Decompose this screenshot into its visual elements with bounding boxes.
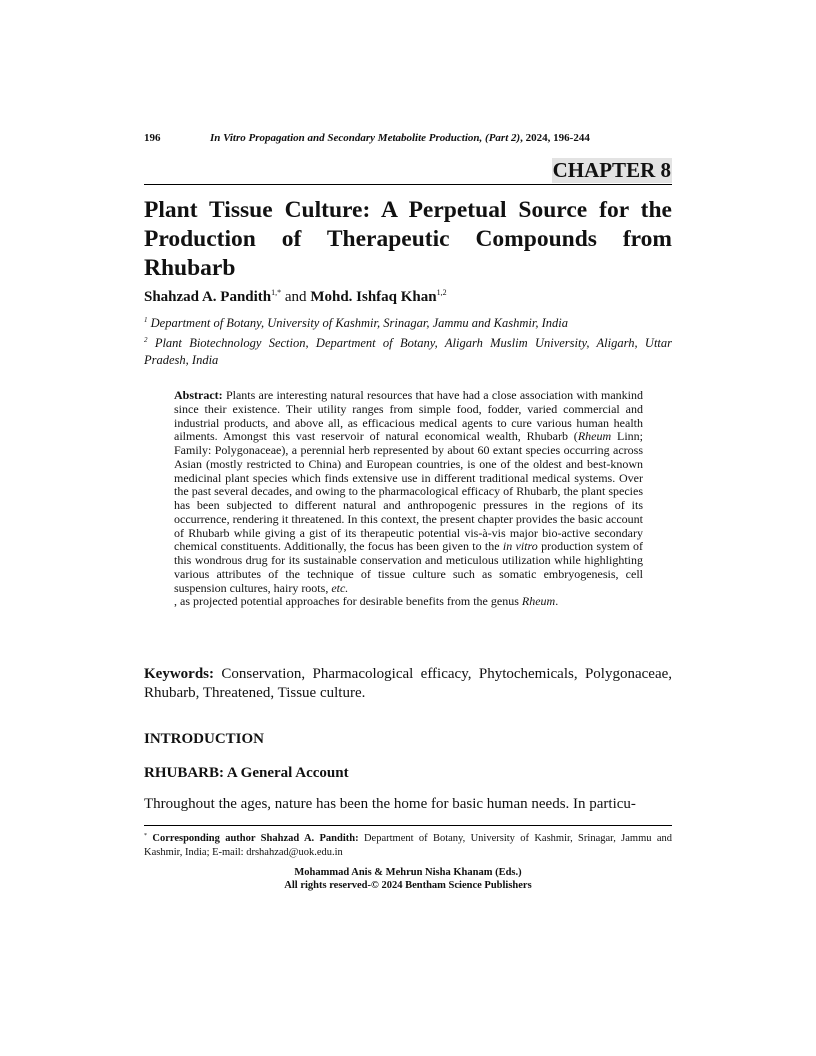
body-paragraph: Throughout the ages, nature has been the home for basic human needs. In particu- [144,796,636,812]
abstract [174,389,643,609]
affiliation [144,312,672,332]
author-affiliation-mark: 1,* [271,288,282,297]
page-number: 196 [144,132,161,144]
author-name: Shahzad A. Pandith [144,289,272,305]
affiliation-text: Department of Botany, University of Kashmir, Srinagar, Jammu and Kashmir, India [150,316,568,330]
affiliation [144,332,672,369]
affiliation-mark: 1 [144,316,148,324]
abstract-text: , as projected potential approaches for desirable benefits from the genus [174,594,522,609]
abstract-text: . [555,594,559,609]
journal-citation [210,132,590,144]
footnote-divider [144,825,672,826]
footnote-mark: * [144,833,147,839]
abstract-italic: etc. [331,580,349,595]
abstract-italic: in vitro [502,539,538,554]
journal-year-pages: , 2024, 196-244 [520,132,590,144]
abstract-label: Abstract: [174,388,223,402]
footnote [144,829,672,860]
author-conjunction: and [284,289,307,305]
footnote-text: Department of Botany, University of Kashmir, Srinagar, Jammu and Kashmir, India; E-mail: drshahzad@uok.edu.in [144,833,673,858]
journal-title: In Vitro Propagation and Secondary Metabolite Production, (Part 2) [210,132,521,144]
abstract-text: production system of this wondrous drug for its sustainable conservation and meticulous utilization while highlighting various attributes of the technique of tissue culture such as somatic embryogenesis, cell suspension cultures, hairy roots, [174,539,644,595]
affiliation-mark: 2 [144,336,148,344]
keywords-text: Conservation, Pharmacological efficacy, Phytochemicals, Polygonaceae, Rhubarb, Threatened, Tissue culture. [144,666,673,701]
keywords [144,665,672,703]
rights-line: All rights reserved-© 2024 Bentham Science Publishers [284,880,532,891]
section-heading: INTRODUCTION [144,731,265,747]
editors-line: Mohammad Anis & Mehrun Nisha Khanam (Eds.) [294,867,522,878]
abstract-italic: Rheum [577,429,612,444]
author-line [144,288,672,306]
subsection-heading: RHUBARB: A General Account [144,765,349,781]
footnote-label: Corresponding author Shahzad A. Pandith: [152,833,359,844]
keywords-label: Keywords: [144,666,214,682]
abstract-text: Linn; Family: Polygonaceae), a perennial herb represented by about 60 extant species occurring across Asian (mostly restricted to China) and European countries, is one of the oldest and best-known medicinal plant species which finds extensive use in different traditional medical systems. Over the past several decades, and owing to the pharmacological efficacy of Rhubarb, the plant species has been subjected to different natural and anthropogenic pressures in the regions of its occurrence, rendering it threatened. In this context, the present chapter provides the basic account of Rhubarb while giving a gist of its therapeutic potential vis-à-vis major bio-active secondary chemical constituents. Additionally, the focus has been given to the [174,429,643,554]
affiliation-text: Plant Biotechnology Section, Department of Botany, Aligarh Muslim University, Aligarh, Uttar Pradesh, India [144,336,673,367]
paper-title: Plant Tissue Culture: A Perpetual Source for the Production of Therapeutic Compounds from Rhubarb [144,197,672,281]
chapter-label: CHAPTER 8 [552,158,671,182]
abstract-text: Plants are interesting natural resources that have had a close association with mankind since their existence. Their utility ranges from simple food, fodder, varied commercial and industrial products, and above all, as efficacious medical agents to cure various human health ailments. Amongst this vast reservoir of natural economical wealth, Rhubarb ( [174,388,644,444]
abstract-italic: Rheum [521,594,556,609]
chapter-header [144,158,672,185]
author-affiliation-mark: 1,2 [436,288,447,297]
running-head [144,132,672,144]
author-name: Mohd. Ishfaq Khan [310,289,437,305]
publisher-block [144,866,672,892]
